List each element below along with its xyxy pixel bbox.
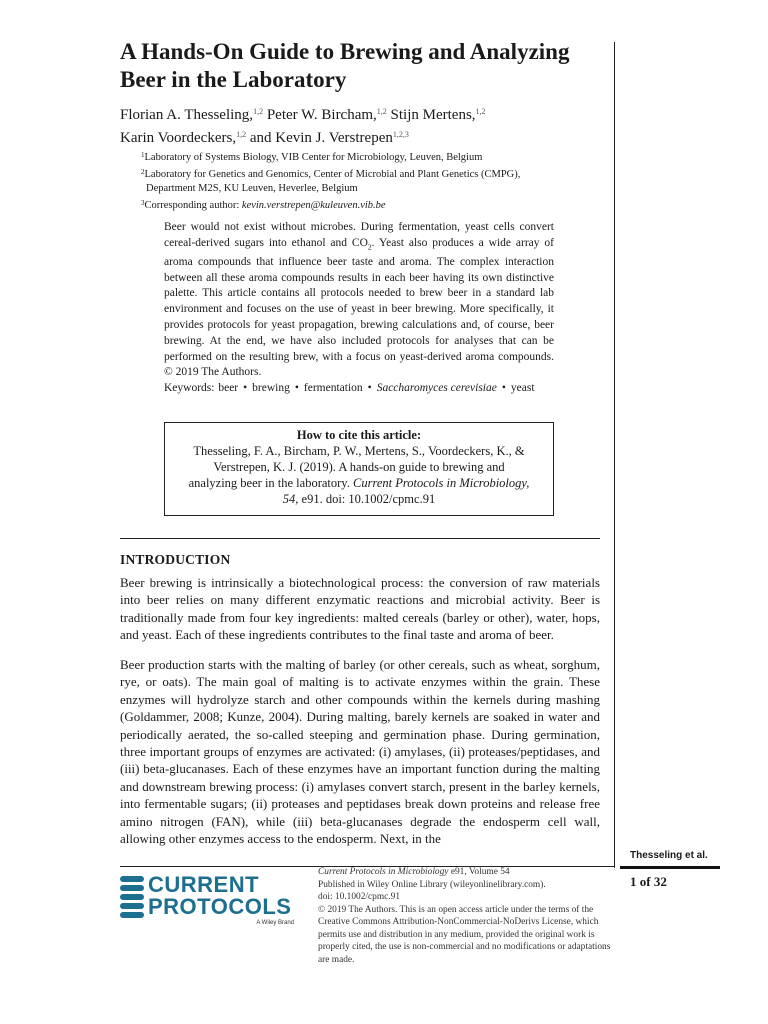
citation-line [165,491,553,507]
affiliation-1 [141,148,581,165]
publication-info [318,866,618,966]
bullet-icon: • [243,382,248,394]
corresponding-email-link[interactable]: kevin.verstrepen@kuleuven.vib.be [241,200,386,211]
logo-bars-icon [120,876,144,921]
keyword: yeast [510,382,535,394]
affiliation-text: Laboratory for Genetics and Genomics, Center of Microbial and Plant Genetics (CMPG), [144,169,521,180]
author-name: Karin Voordeckers, [120,130,237,146]
citation-doi: e91. doi: 10.1002/cpmc.91 [298,492,436,506]
logo-brand-line: A Wiley Brand [256,920,294,926]
logo-word: CURRENT [148,872,260,897]
subscript: 2 [367,242,372,252]
page-number: 1 of 32 [630,874,667,889]
author-affiliation-mark: 1,2 [253,107,264,116]
current-protocols-logo [120,874,300,930]
bullet-icon: • [501,382,506,394]
affiliation-3 [141,196,581,213]
affiliation-number: 3 [141,199,145,207]
citation-text: analyzing beer in the laboratory. [188,476,353,490]
logo-word: PROTOCOLS [148,894,292,919]
citation-header: How to cite this article: [296,428,422,442]
citation-line: Verstrepen, K. J. (2019). A hands-on guide to brewing and [213,460,505,474]
keyword: fermentation [303,382,363,394]
citation-box [164,422,554,516]
pub-library-line: Published in Wiley Online Library (wileyonlinelibrary.com). [318,879,546,890]
keyword: brewing [252,382,290,394]
affiliation-number: 1 [141,151,145,159]
citation-volume: 54, [282,492,299,506]
affiliations [141,148,581,213]
citation-journal: Current Protocols in Microbiology, [353,476,530,490]
author-affiliation-mark: 1,2,3 [392,130,409,139]
running-head: Thesseling et al. [630,850,708,861]
author-name: and Kevin J. Verstrepen [246,130,393,146]
keywords-label: Keywords: [164,382,215,394]
author-affiliation-mark: 1,2 [475,107,486,116]
intro-paragraph-2: Beer production starts with the malting of barley (or other cereals, such as wheat, sorghum, rye, or oats). The main goal of malting is to activate enzymes within the grain. These enzymes will hydrolyze starch and other compounds within the kernels during mashing (Goldammer, 2008; Kunze, 2004). During malting, barely kernels are soaked in water and periodically aerated, the so-called steeping and germination phase. During germination, three important groups of enzymes are activated: (i) amylases, (ii) proteases/peptidases, and (iii) beta-glucanases. Each of these enzymes have an important function during the malting and downstream brewing process: (i) amylases convert starch, present in the barley kernels, into fermentable sugars; (ii) proteases and peptidases break down proteins and release free amino nitrogen (FAN), while (iii) beta-glucanases degrade the endosperm cell wall, allowing other enzymes access to the endosperm. Next, in the [120,657,600,847]
keywords [164,381,584,396]
keyword: beer [218,382,239,394]
author-name: Florian A. Thesseling, [120,107,254,123]
section-divider [120,538,600,539]
pub-journal-line [318,866,618,879]
abstract [164,220,554,381]
abstract-text: Beer would not exist without microbes. During fermentation, yeast cells convert cereal-derived sugars into ethanol and CO [164,221,554,249]
affiliation-text: Laboratory of Systems Biology, VIB Center for Microbiology, Leuven, Belgium [144,152,483,163]
pub-license-text: © 2019 The Authors. This is an open access article under the terms of the Creative Commons Attribution-NonCommercial-NoDerivs License, which permits use and distribution in any medium, provided the original work is properly cited, the use is non-commercial and no modifications or adaptations are made. [318,904,611,965]
author-affiliation-mark: 1,2 [376,107,387,116]
author-name: Stijn Mertens, [386,107,476,123]
bullet-icon: • [367,382,372,394]
affiliation-2 [141,165,581,182]
bullet-icon: • [294,382,299,394]
margin-rule [614,42,615,868]
author-name: Peter W. Bircham, [263,107,377,123]
page-number-rule [620,866,720,869]
affiliation-number: 2 [141,168,145,176]
keyword: Saccharomyces cerevisiae [376,382,497,394]
citation-line [165,475,553,491]
intro-paragraph-1: Beer brewing is intrinsically a biotechnological process: the conversion of raw materials into beer relies on many different enzymatic reactions and microbial activity. Beer is traditionally made from four key ingredients: malted cereals (barley or other), water, hops, and yeast. Each of these ingredients contributes to the final taste and aroma of beer. [120,575,600,643]
author-affiliation-mark: 1,2 [236,130,247,139]
section-heading: INTRODUCTION [120,552,231,567]
article-title: A Hands-On Guide to Brewing and Analyzing Beer in the Laboratory [120,39,570,92]
affiliation-2-continued: Department M2S, KU Leuven, Heverlee, Belgium [146,183,358,194]
citation-line: Thesseling, F. A., Bircham, P. W., Mertens, S., Voordeckers, K., & [193,444,525,458]
abstract-text: . Yeast also produces a wide array of aroma compounds that influence beer taste and aroma. The complex interaction between all these aroma compounds results in each beer having its own distinctive palette. This article contains all protocols needed to brew beer in a standard lab environment and focuses on the use of yeast in beer brewing. More specifically, it provides protocols for yeast propagation, brewing calculations and, of course, beer brewing. At the end, we have also included protocols for analyses that can be performed on the resulting brew, with a focus on yeast-derived aroma compounds. © 2019 The Authors. [164,236,554,379]
pub-volume: e91, Volume 54 [448,867,510,877]
author-list [120,102,600,148]
pub-doi-line: doi: 10.1002/cpmc.91 [318,892,401,902]
affiliation-text: Corresponding author: [144,200,242,211]
pub-journal: Current Protocols in Microbiology [318,867,449,877]
